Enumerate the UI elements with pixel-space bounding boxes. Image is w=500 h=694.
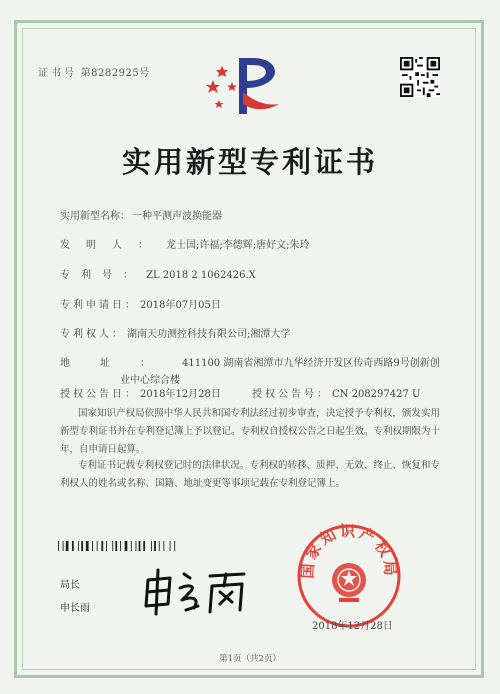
official-name: 申长雨 bbox=[60, 603, 90, 614]
seal-text: 国家知识产权局 bbox=[298, 522, 400, 580]
patent-number-value: ZL 2018 2 1062426.X bbox=[146, 270, 256, 281]
filing-date-label: 专利申请日： bbox=[60, 300, 138, 311]
field-patentee bbox=[60, 325, 290, 340]
body-paragraph-1: 国家知识产权局依照中华人民共和国专利法经过初步审查，决定授予专利权，颁发实用新型专利证书并在专利登记簿上予以登记。专利权自授权公告之日起生效。专利权期限为十年，自申请日起算。 bbox=[60, 408, 441, 455]
handwritten-signature bbox=[140, 566, 250, 616]
certificate-number-value: 第8282925号 bbox=[80, 68, 150, 79]
utility-name-value: 一种平测声波换能器 bbox=[132, 211, 222, 222]
filing-date-value: 2018年07月05日 bbox=[140, 300, 221, 311]
patentee-value: 湖南天功测控科技有限公司;湘潭大学 bbox=[127, 329, 291, 340]
grant-date-value: 2018年12月28日 bbox=[140, 389, 221, 400]
page-indicator: 第1页（共2页） bbox=[219, 654, 281, 664]
barcode-icon bbox=[58, 541, 218, 551]
certificate-number bbox=[38, 64, 150, 79]
field-grant-number bbox=[252, 385, 420, 400]
field-grant-date bbox=[60, 385, 221, 400]
certificate-number-label: 证书号 bbox=[38, 68, 77, 79]
field-patent-number bbox=[60, 266, 256, 281]
utility-name-label: 实用新型名称： bbox=[60, 211, 130, 222]
certificate-title: 实用新型专利证书 bbox=[121, 145, 378, 179]
address-line1: 411100 湖南省湘潭市九华经济开发区传奇西路9号创新创 bbox=[182, 358, 440, 369]
field-address bbox=[60, 354, 440, 369]
inventor-label: 发明人： bbox=[60, 240, 164, 251]
patent-number-label: 专利号： bbox=[60, 270, 144, 281]
address-label: 地址： bbox=[60, 358, 180, 369]
official-seal-icon bbox=[295, 522, 403, 630]
inventors-value: 龙士国;许福;李德辉;唐好文;朱玲 bbox=[166, 240, 310, 251]
official-title: 局长 bbox=[60, 580, 80, 591]
qr-code-icon bbox=[400, 57, 440, 97]
grant-number-value: CN 208297427 U bbox=[332, 389, 421, 400]
field-utility-name bbox=[60, 207, 222, 222]
cnipa-logo-icon bbox=[205, 52, 285, 120]
address-line2: 业中心综合楼 bbox=[120, 375, 180, 386]
field-inventors bbox=[60, 236, 309, 251]
grant-number-label: 授权公告号： bbox=[252, 389, 330, 400]
body-paragraph-2: 专利证书记载专利权登记时的法律状况。专利权的转移、质押、无效、终止、恢复和专利权人的姓名或名称、国籍、地址变更等事项记载在专利登记簿上。 bbox=[60, 460, 440, 489]
grant-date-label: 授权公告日： bbox=[60, 389, 138, 400]
field-filing-date bbox=[60, 296, 221, 311]
field-address-continued bbox=[118, 371, 180, 386]
seal-date: 2018年12月28日 bbox=[312, 621, 393, 632]
patentee-label: 专利权人： bbox=[60, 329, 125, 340]
